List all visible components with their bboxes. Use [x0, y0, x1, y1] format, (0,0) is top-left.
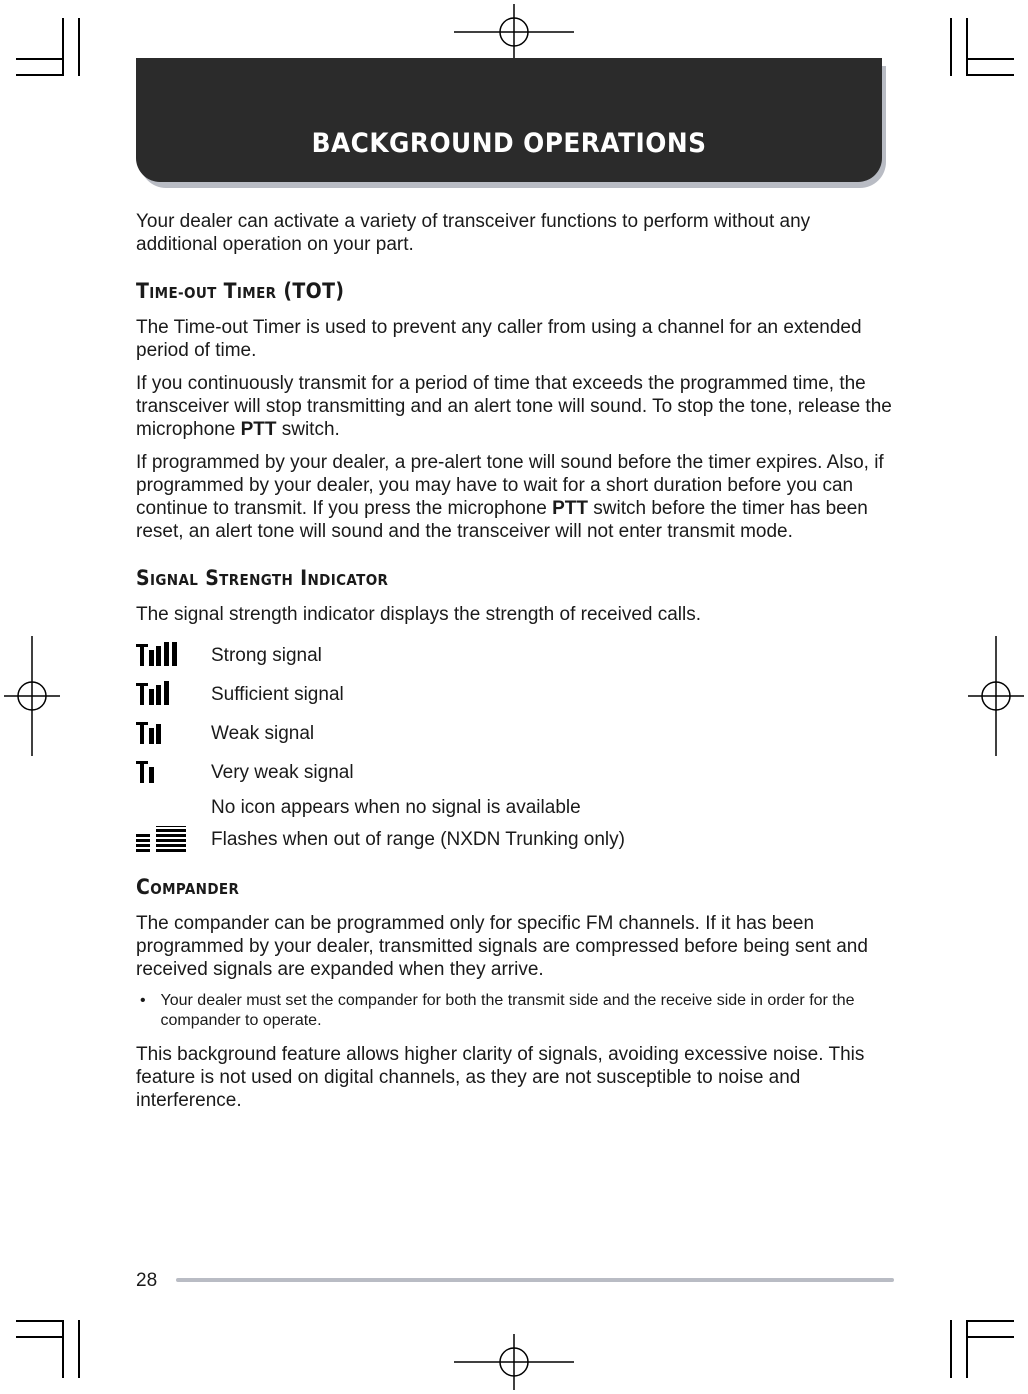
text-run: switch before the timer has been reset, an alert tone will sound and the transceiver will not enter transmit mode.	[136, 498, 868, 542]
heading-cap: T	[223, 279, 237, 303]
ptt-label: PTT	[240, 419, 277, 440]
heading-smallcaps: NDICATOR	[307, 571, 389, 589]
page-content	[136, 210, 896, 1122]
list-item	[136, 991, 896, 1031]
text-run: If you continuously transmit for a period of time that exceeds the programmed time, the transceiver will stop transmitting and an alert tone will sound. To stop the tone, release the microphone	[136, 373, 892, 440]
text-run: If programmed by your dealer, a pre-alert tone will sound before the timer expires. Also, if programmed by your dealer, you may have to wait for a short duration before you can continue to transmit. If you press the microphone	[136, 452, 884, 519]
registration-mark-right	[968, 636, 1024, 756]
crop-mark	[16, 1336, 62, 1338]
no-icon-placeholder	[136, 794, 211, 822]
page-number: 28	[136, 1270, 158, 1291]
registration-mark-left	[4, 636, 60, 756]
signal-label: No icon appears when no signal is available	[211, 797, 581, 818]
tot-heading	[136, 278, 820, 306]
heading-smallcaps: OMPANDER	[150, 880, 240, 898]
crop-mark	[966, 1320, 968, 1378]
heading-abbr: (TOT)	[283, 279, 345, 303]
crop-mark	[78, 18, 80, 76]
tot-paragraph-3	[136, 451, 896, 543]
crop-mark	[968, 1320, 1014, 1322]
list-item	[136, 824, 896, 856]
crop-mark	[62, 1320, 64, 1378]
text-run: switch.	[281, 419, 340, 440]
list-item	[136, 675, 896, 714]
signal-label: Very weak signal	[211, 761, 354, 783]
tot-paragraph-2	[136, 372, 896, 441]
heading-smallcaps: IME-OUT	[149, 284, 217, 302]
out-of-range-icon	[136, 826, 211, 854]
crop-mark	[950, 1320, 952, 1378]
registration-mark-bottom	[454, 1334, 574, 1390]
signal-label: Weak signal	[211, 722, 315, 744]
heading-cap: C	[136, 875, 151, 899]
list-item	[136, 714, 896, 753]
crop-mark	[78, 1320, 80, 1378]
crop-mark	[62, 18, 64, 76]
signal-heading	[136, 565, 820, 593]
bullet-mark: •	[140, 992, 146, 1009]
signal-strong-icon	[136, 642, 211, 670]
heading-cap: S	[136, 566, 150, 590]
bullet-text: Your dealer must set the compander for both the transmit side and the receive side in order for the compander to operate.	[160, 992, 855, 1029]
signal-label: Flashes when out of range (NXDN Trunking only)	[211, 829, 625, 850]
list-item	[136, 636, 896, 675]
signal-weak-icon	[136, 720, 211, 748]
crop-mark	[950, 18, 952, 76]
signal-intro: The signal strength indicator displays the strength of received calls.	[136, 604, 702, 625]
signal-label: Strong signal	[211, 644, 322, 666]
crop-mark	[968, 1336, 1014, 1338]
crop-mark	[968, 74, 1014, 76]
signal-indicator-list	[136, 636, 896, 856]
crop-mark	[968, 58, 1014, 60]
heading-cap: S	[205, 566, 220, 590]
compander-heading	[136, 874, 820, 902]
page-title: BACKGROUND OPERATIONS	[311, 128, 707, 159]
header-band	[136, 58, 882, 182]
crop-mark	[16, 58, 62, 60]
signal-sufficient-icon	[136, 681, 211, 709]
list-item	[136, 753, 896, 792]
compander-paragraph-1: The compander can be programmed only for specific FM channels. If it has been programmed by your dealer, transmitted signals are compressed before being sent and received signals are expanded when they arrive.	[136, 913, 868, 980]
crop-mark	[16, 74, 62, 76]
crop-mark	[966, 18, 968, 76]
heading-smallcaps: IMER	[236, 284, 277, 302]
tot-paragraph-1: The Time-out Timer is used to prevent any caller from using a channel for an extended period of time.	[136, 317, 862, 361]
heading-cap: T	[136, 279, 150, 303]
ptt-label: PTT	[552, 498, 588, 519]
registration-mark-top	[454, 4, 574, 60]
crop-mark	[16, 1320, 62, 1322]
intro-paragraph: Your dealer can activate a variety of transceiver functions to perform without any additional operation on your part.	[136, 211, 811, 255]
signal-very-weak-icon	[136, 759, 211, 787]
signal-label: Sufficient signal	[211, 683, 344, 705]
heading-cap: I	[300, 566, 308, 590]
list-item	[136, 792, 896, 824]
heading-smallcaps: IGNAL	[149, 571, 199, 589]
footer-rule	[176, 1278, 894, 1282]
heading-smallcaps: TRENGTH	[219, 571, 294, 589]
compander-paragraph-2: This background feature allows higher clarity of signals, avoiding excessive noise. This feature is not used on digital channels, as they are not susceptible to noise and interference.	[136, 1044, 865, 1111]
